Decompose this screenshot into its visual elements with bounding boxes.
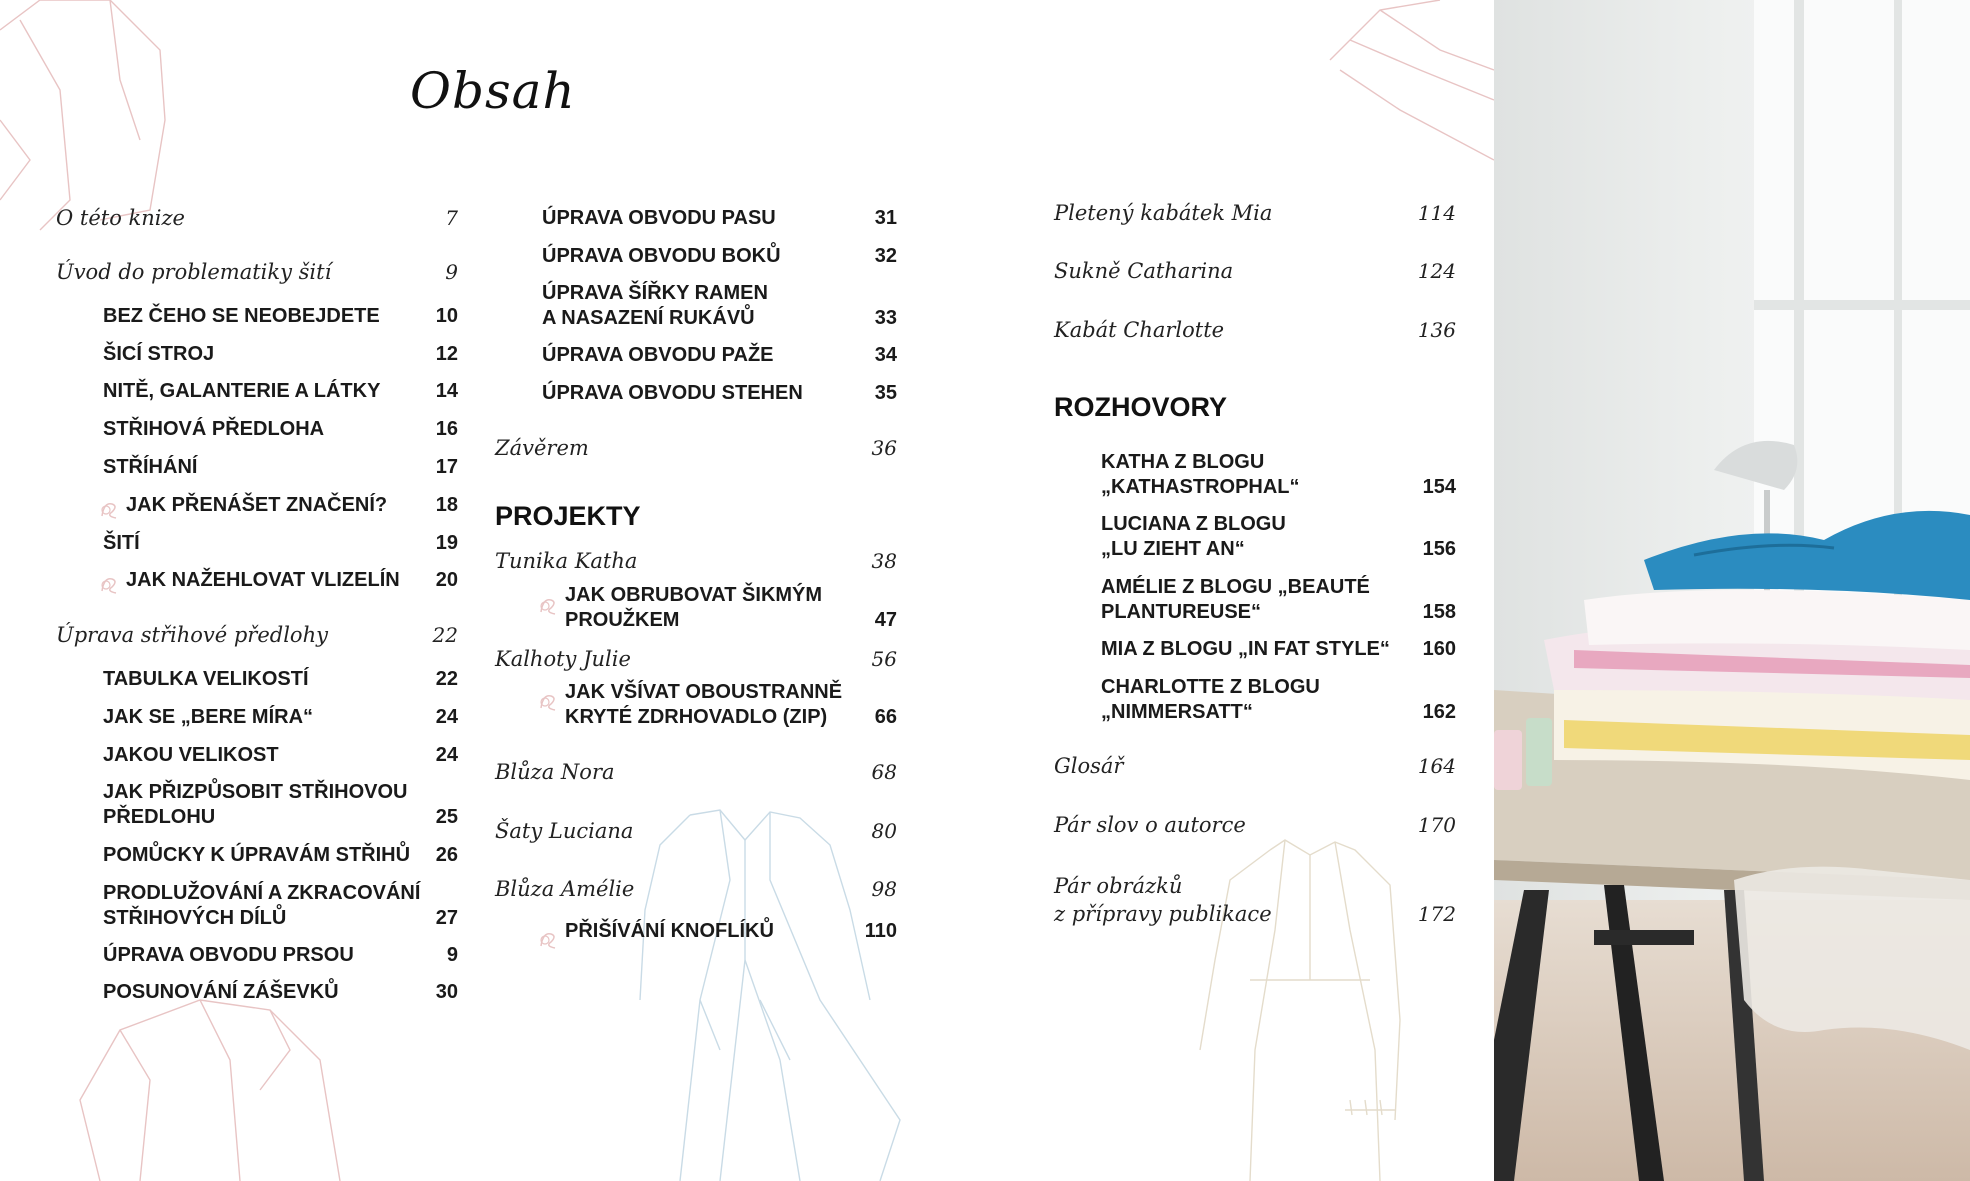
toc-entry-title: Glosář	[1054, 754, 1124, 778]
toc-entry-title: PRODLUŽOVÁNÍ A ZKRACOVÁNÍ STŘIHOVÝCH DÍLŮ	[103, 882, 421, 929]
toc-entry-pomucky[interactable]	[103, 843, 458, 868]
toc-entry-amelie-blog[interactable]	[1101, 575, 1456, 625]
toc-entry-page: 154	[1422, 476, 1456, 498]
toc-entry-page: 24	[435, 744, 458, 766]
toc-entry-uprava-strihove[interactable]	[56, 621, 458, 649]
toc-entry-page: 47	[874, 609, 897, 631]
toc-entry-prizpusobit[interactable]	[103, 780, 458, 830]
tutorial-icon	[98, 571, 124, 597]
toc-entry-kalhoty[interactable]	[495, 645, 897, 673]
toc-entry-page: 7	[445, 206, 458, 230]
toc-entry-knofliku[interactable]	[565, 919, 897, 944]
toc-entry-saty[interactable]	[495, 817, 897, 845]
toc-entry-page: 17	[435, 456, 458, 478]
toc-entry-page: 56	[871, 647, 897, 671]
toc-entry-title: JAK SE „BERE MÍRA“	[103, 706, 314, 728]
toc-entry-prsou[interactable]	[103, 943, 458, 968]
toc-entry-strihova[interactable]	[103, 417, 458, 442]
section-heading-text: ROZHOVORY	[1054, 392, 1228, 422]
toc-entry-title: Sukně Catharina	[1054, 259, 1234, 283]
toc-entry-page: 9	[445, 260, 458, 284]
toc-entry-title: PŘIŠÍVÁNÍ KNOFLÍKŮ	[565, 920, 774, 942]
toc-entry-page: 30	[435, 981, 458, 1003]
toc-entry-page: 19	[435, 532, 458, 554]
toc-entry-charlotte[interactable]	[1054, 316, 1456, 344]
toc-entry-page: 33	[874, 307, 897, 329]
toc-entry-title: POMŮCKY K ÚPRAVÁM STŘIHŮ	[103, 844, 411, 866]
toc-entry-page: 68	[871, 760, 897, 784]
toc-entry-title: Závěrem	[495, 436, 589, 460]
toc-entry-title: Pár obrázků z přípravy publikace	[1054, 874, 1272, 926]
section-heading-rozhovory	[1054, 391, 1456, 423]
toc-entry-title: O této knize	[56, 206, 185, 230]
toc-entry-zaverem[interactable]	[495, 434, 897, 462]
toc-entry-title: NITĚ, GALANTERIE A LÁTKY	[103, 380, 381, 402]
toc-entry-title: CHARLOTTE Z BLOGU „NIMMERSATT“	[1101, 676, 1320, 723]
toc-entry-obrazku[interactable]	[1054, 872, 1456, 928]
toc-entry-page: 9	[446, 944, 458, 966]
toc-entry-title: Kalhoty Julie	[495, 647, 631, 671]
toc-entry-jakou-velikost[interactable]	[103, 743, 458, 768]
toc-entry-page: 36	[871, 436, 897, 460]
jacket-sketch-bottom-left	[80, 1000, 340, 1181]
dress-sketch-center	[640, 810, 900, 1181]
toc-entry-title: JAK VŠÍVAT OBOUSTRANNĚ KRYTÉ ZDRHOVADLO (ZIP)	[565, 681, 843, 728]
toc-entry-page: 160	[1422, 638, 1456, 660]
toc-entry-ramen[interactable]	[542, 281, 897, 331]
toc-entry-tunika[interactable]	[495, 547, 897, 575]
toc-entry-page: 110	[864, 920, 897, 942]
toc-entry-title: BEZ ČEHO SE NEOBEJDETE	[103, 305, 380, 327]
toc-entry-page: 80	[871, 819, 897, 843]
toc-entry-page: 14	[435, 380, 458, 402]
toc-entry-siti[interactable]	[103, 531, 458, 556]
toc-entry-katha-blog[interactable]	[1101, 450, 1456, 500]
toc-entry-nite[interactable]	[103, 379, 458, 404]
toc-entry-title: Pletený kabátek Mia	[1054, 201, 1273, 225]
toc-entry-page: 66	[874, 706, 897, 728]
toc-entry-title: STŘÍHÁNÍ	[103, 456, 198, 478]
toc-entry-title: JAK PŘENÁŠET ZNAČENÍ?	[126, 494, 388, 516]
toc-entry-page: 38	[871, 549, 897, 573]
toc-entry-uvod[interactable]	[56, 258, 458, 286]
toc-entry-title: ÚPRAVA ŠÍŘKY RAMEN A NASAZENÍ RUKÁVŮ	[542, 282, 768, 329]
toc-entry-title: Tunika Katha	[495, 549, 638, 573]
toc-entry-page: 10	[435, 305, 458, 327]
toc-entry-title: MIA Z BLOGU „IN FAT STYLE“	[1101, 638, 1390, 660]
toc-entry-page: 34	[874, 344, 897, 366]
toc-entry-boku[interactable]	[542, 244, 897, 269]
toc-entry-page: 32	[874, 245, 897, 267]
toc-entry-page: 31	[874, 207, 897, 229]
photo-illustration	[1494, 0, 1970, 1181]
toc-entry-zdrhovadlo[interactable]	[565, 680, 897, 730]
toc-entry-page: 18	[435, 494, 458, 516]
toc-entry-page: 162	[1422, 701, 1456, 723]
toc-entry-title: Šaty Luciana	[495, 819, 634, 843]
toc-entry-page: 24	[435, 706, 458, 728]
toc-entry-title: JAKOU VELIKOST	[103, 744, 279, 766]
toc-entry-tabulka[interactable]	[103, 667, 458, 692]
toc-entry-title: ÚPRAVA OBVODU BOKŮ	[542, 245, 781, 267]
toc-entry-title: Blůza Nora	[495, 760, 615, 784]
tutorial-icon	[537, 592, 563, 618]
tutorial-icon	[98, 496, 124, 522]
toc-entry-prodluzovani[interactable]	[103, 881, 458, 931]
toc-entry-page: 35	[874, 382, 897, 404]
toc-entry-title: LUCIANA Z BLOGU „LU ZIEHT AN“	[1101, 513, 1286, 560]
toc-entry-title: ŠITÍ	[103, 532, 140, 554]
toc-entry-title: Kabát Charlotte	[1054, 318, 1225, 342]
tutorial-icon	[537, 926, 563, 952]
toc-entry-page: 98	[871, 877, 897, 901]
toc-entry-catharina[interactable]	[1054, 257, 1456, 285]
toc-entry-autorce[interactable]	[1054, 811, 1456, 839]
toc-entry-charlotte-blog[interactable]	[1101, 675, 1456, 725]
section-heading-projekty	[495, 500, 897, 532]
toc-entry-page: 124	[1417, 259, 1456, 283]
toc-entry-prenaset[interactable]	[126, 493, 458, 518]
toc-entry-title: ÚPRAVA OBVODU STEHEN	[542, 382, 803, 404]
toc-entry-title: POSUNOVÁNÍ ZÁŠEVKŮ	[103, 981, 339, 1003]
toc-entry-page: 172	[1417, 902, 1456, 926]
toc-entry-title: Pár slov o autorce	[1054, 813, 1246, 837]
toc-entry-title: ÚPRAVA OBVODU PASU	[542, 207, 776, 229]
coat-sketch-top-left	[0, 0, 165, 230]
toc-entry-mia-blog[interactable]	[1101, 637, 1456, 662]
sewing-room-photo	[1494, 0, 1970, 1181]
tutorial-icon	[537, 688, 563, 714]
toc-entry-luciana-blog[interactable]	[1101, 512, 1456, 562]
toc-entry-page: 22	[432, 623, 458, 647]
toc-entry-page: 16	[435, 418, 458, 440]
toc-entry-title: STŘIHOVÁ PŘEDLOHA	[103, 418, 325, 440]
toc-entry-strihani[interactable]	[103, 455, 458, 480]
toc-entry-pasu[interactable]	[542, 206, 897, 231]
toc-entry-paze[interactable]	[542, 343, 897, 368]
toc-entry-title: Úprava střihové předlohy	[56, 623, 328, 647]
toc-entry-bez-ceho[interactable]	[103, 304, 458, 329]
toc-entry-page: 114	[1417, 201, 1456, 225]
toc-entry-posunovani[interactable]	[103, 980, 458, 1005]
toc-entry-stehen[interactable]	[542, 381, 897, 406]
toc-entry-title: JAK PŘIZPŮSOBIT STŘIHOVOU PŘEDLOHU	[103, 781, 408, 828]
toc-entry-nazehlovat[interactable]	[126, 568, 458, 593]
toc-entry-title: ÚPRAVA OBVODU PAŽE	[542, 344, 774, 366]
toc-entry-title: JAK OBRUBOVAT ŠIKMÝM PROUŽKEM	[565, 584, 823, 631]
toc-entry-title: ŠICÍ STROJ	[103, 343, 215, 365]
toc-entry-mia[interactable]	[1054, 199, 1456, 227]
toc-entry-page: 25	[435, 806, 458, 828]
toc-entry-page: 26	[435, 844, 458, 866]
toc-entry-page: 20	[435, 569, 458, 591]
toc-entry-title: Blůza Amélie	[495, 877, 635, 901]
toc-entry-title: AMÉLIE Z BLOGU „BEAUTÉ PLANTUREUSE“	[1101, 576, 1370, 623]
toc-entry-sici-stroj[interactable]	[103, 342, 458, 367]
toc-entry-title: KATHA Z BLOGU „KATHASTROPHAL“	[1101, 451, 1300, 498]
toc-entry-page: 156	[1422, 538, 1456, 560]
toc-entry-obrubovat[interactable]	[565, 583, 897, 633]
page-title: Obsah	[410, 62, 576, 120]
toc-entry-glosar[interactable]	[1054, 752, 1456, 780]
section-heading-text: PROJEKTY	[495, 501, 641, 531]
toc-entry-title: Úvod do problematiky šití	[56, 260, 332, 284]
toc-entry-page: 158	[1422, 601, 1456, 623]
toc-entry-nora[interactable]	[495, 758, 897, 786]
toc-entry-page: 164	[1417, 754, 1456, 778]
toc-entry-title: ÚPRAVA OBVODU PRSOU	[103, 944, 354, 966]
toc-entry-title: TABULKA VELIKOSTÍ	[103, 668, 309, 690]
toc-entry-page: 12	[435, 343, 458, 365]
toc-entry-page: 27	[435, 907, 458, 929]
toc-entry-title: JAK NAŽEHLOVAT VLIZELÍN	[126, 569, 400, 591]
toc-entry-page: 136	[1417, 318, 1456, 342]
toc-entry-page: 170	[1417, 813, 1456, 837]
toc-entry-bere-miru[interactable]	[103, 705, 458, 730]
toc-entry-o-teto-knize[interactable]	[56, 204, 458, 232]
toc-entry-page: 22	[435, 668, 458, 690]
pants-sketch-top-right	[1330, 0, 1494, 160]
toc-entry-amelie[interactable]	[495, 875, 897, 903]
